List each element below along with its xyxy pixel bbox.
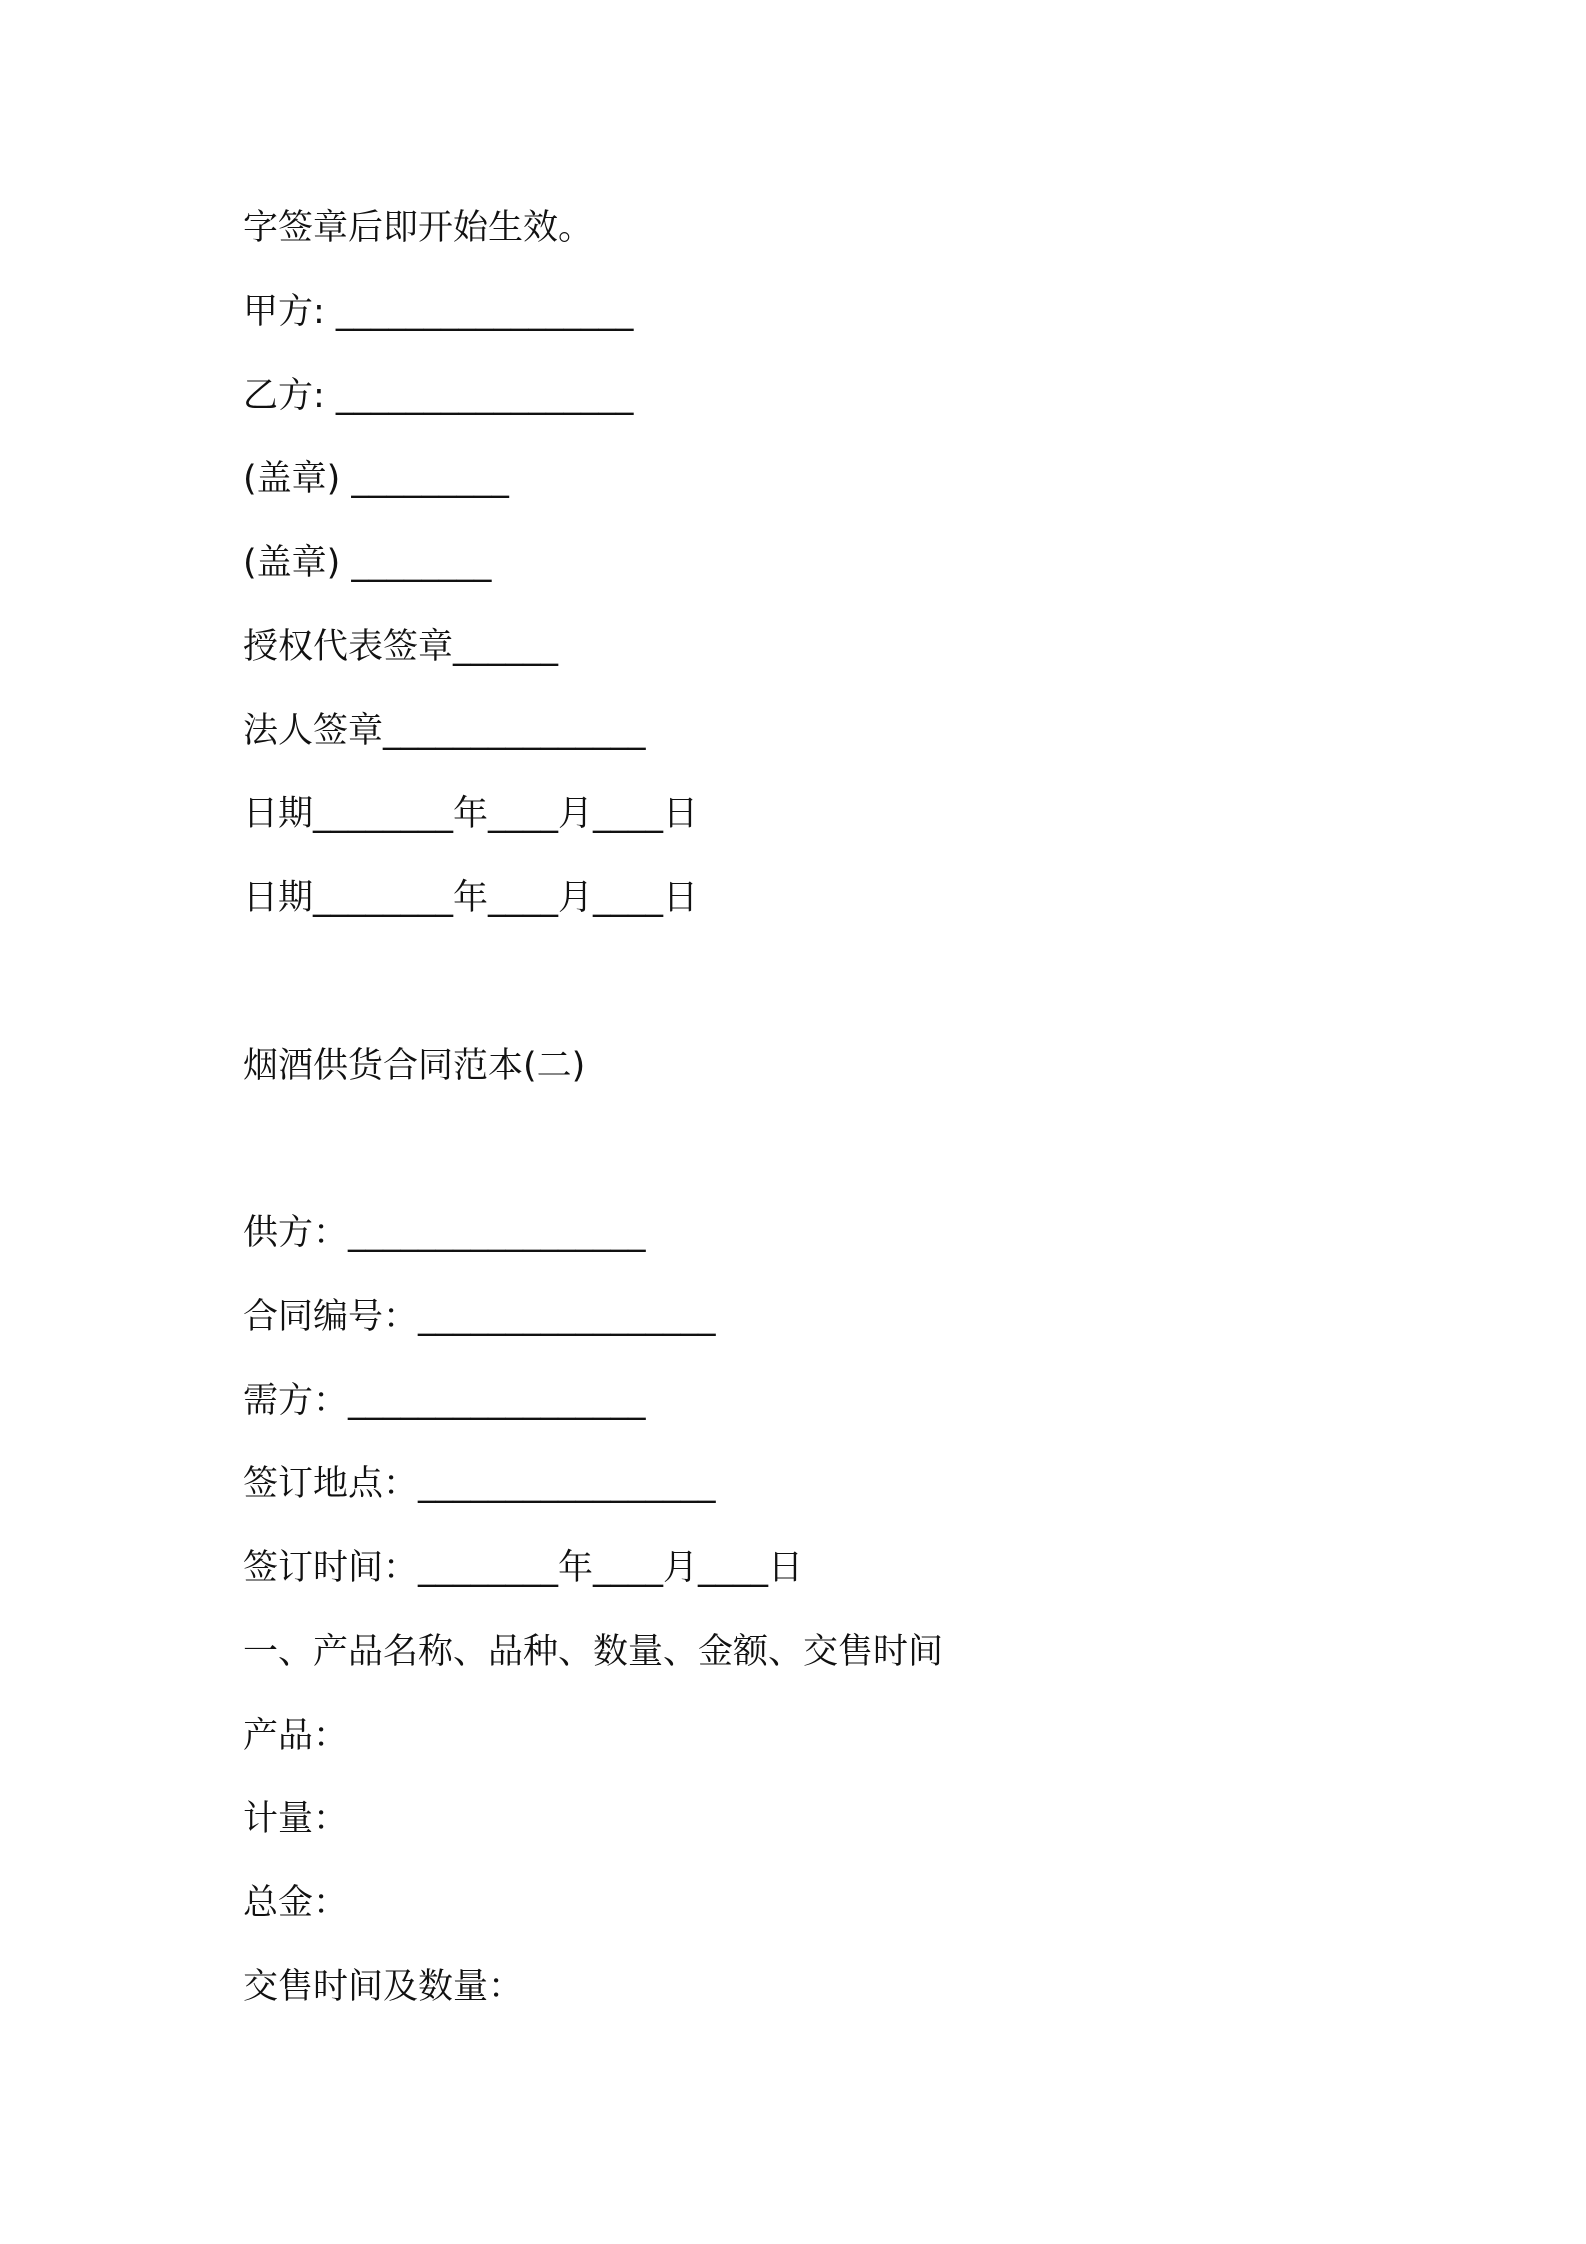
article-one-heading: 一、产品名称、品种、数量、金额、交售时间 [243, 1632, 944, 1672]
section-title: 烟酒供货合同范本(二) [243, 1046, 586, 1086]
delivery-time-quantity-line: 交售时间及数量： [243, 1967, 524, 2007]
legal-person-signature-line: 法人签章_______________ [243, 711, 646, 751]
measure-line: 计量： [243, 1799, 349, 1839]
contract-number-line: 合同编号：_________________ [243, 1297, 716, 1337]
party-a-line: 甲方: _________________ [243, 292, 634, 332]
total-amount-line: 总金： [243, 1883, 349, 1923]
seal-line-1: (盖章) _________ [243, 459, 509, 499]
supplier-line: 供方：_________________ [243, 1213, 646, 1253]
effective-clause: 字签章后即开始生效。 [243, 208, 594, 248]
signing-place-line: 签订地点：_________________ [243, 1464, 716, 1504]
signing-time-line: 签订时间：________年____月____日 [243, 1548, 804, 1588]
buyer-line: 需方：_________________ [243, 1381, 646, 1421]
product-line: 产品： [243, 1716, 349, 1756]
date-line-2: 日期________年____月____日 [243, 878, 699, 918]
date-line-1: 日期________年____月____日 [243, 794, 699, 834]
seal-line-2: (盖章) ________ [243, 543, 492, 583]
authorized-rep-signature-line: 授权代表签章______ [243, 627, 559, 667]
party-b-line: 乙方: _________________ [243, 376, 634, 416]
